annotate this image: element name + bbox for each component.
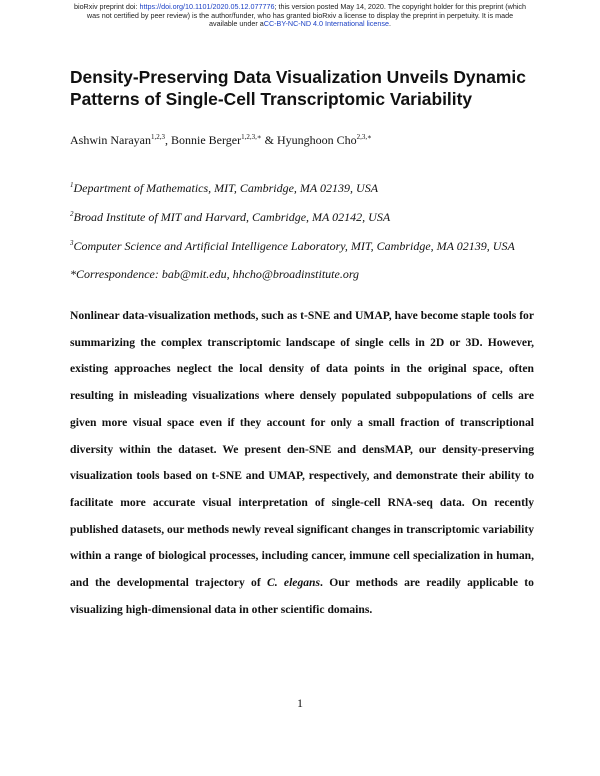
abstract: Nonlinear data-visualization methods, such as t-SNE and UMAP, have become staple tools for summarizing the complex transcriptomic landscape of single cells in 2D or 3D. However, existing approaches neglect the local density of data points in the original space, often resulting in misleading visualizations where densely populated subpopulations of cells are given more visual space even if they account for only a small fraction of transcriptional diversity within the dataset. We present den-SNE and densMAP, our density-preserving visualization tools based on t-SNE and UMAP, respectively, and demonstrate their ability to facilitate more accurate visual interpretation of single-cell RNA-seq data. On recently published datasets, our methods newly reveal significant changes in transcriptomic variability within a range of biological processes, including cancer, immune cell specialization in human, and the developmental trajectory of C. elegans. Our methods are readily applicable to visualizing high-dimensional data in other scientific domains. xyxy=(70,309,534,616)
author-affiliation-marks: 1,2,3 xyxy=(150,133,165,141)
author-name: Ashwin Narayan xyxy=(70,133,151,147)
affiliation-3: $^3$Computer Science and Artificial Intelligence Laboratory, MIT, Cambridge, MA 02139, USA xyxy=(70,239,515,253)
affiliation-2: $^2$Broad Institute of MIT and Harvard, Cambridge, MA 02142, USA xyxy=(70,210,391,224)
page-number: 1 xyxy=(297,696,303,710)
license-link[interactable]: CC-BY-NC-ND 4.0 International license xyxy=(263,19,389,29)
author-list: Ashwin Narayan$^{1,2,3}$, Bonnie Berger$^{1,2,3,∗}$ & Hyunghoon Cho$^{2,3,∗}$ xyxy=(70,133,372,147)
author-name: Hyunghoon Cho xyxy=(276,133,357,147)
author-affiliation-marks: 2,3,∗ xyxy=(356,133,372,141)
affiliation-1: $^1$Department of Mathematics, MIT, Cambridge, MA 02139, USA xyxy=(70,181,379,195)
correspondence: *Correspondence: bab@mit.edu, hhcho@broadinstitute.org xyxy=(70,267,360,281)
doi-link[interactable]: https://doi.org/10.1101/2020.05.12.077776 xyxy=(139,2,275,11)
author-affiliation-marks: 1,2,3,∗ xyxy=(241,133,262,141)
header-line-1: bioRxiv preprint doi: https://doi.org/10.1101/2020.05.12.077776; this version posted May 14, 2020. The copyright holder for this preprint (which xyxy=(73,2,527,11)
header-line-2: was not certified by peer review) is the author/funder, who has granted bioRxiv a license to display the preprint in perpetuity. It is made xyxy=(86,10,514,20)
preprint-header xyxy=(40,3,560,29)
species-name: C. elegans xyxy=(267,576,320,590)
header-line-3: available under aCC-BY-NC-ND 4.0 International license. xyxy=(209,19,391,29)
author-name: Bonnie Berger xyxy=(170,133,242,147)
paper-title: Density-Preserving Data Visualization Unveils Dynamic Patterns of Single-Cell Transcriptomic Variability xyxy=(70,67,526,109)
